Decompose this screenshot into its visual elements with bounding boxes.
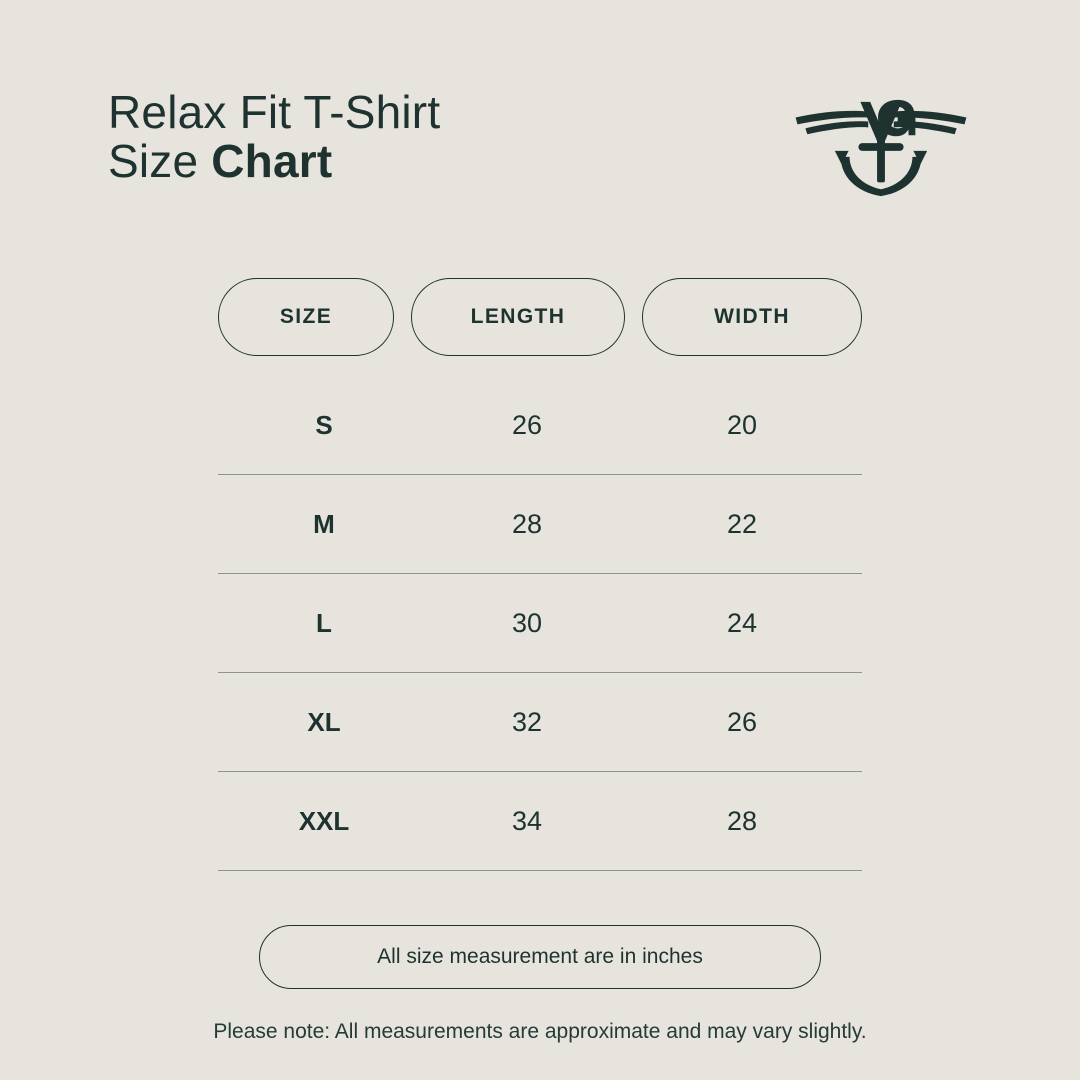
column-header-width: WIDTH	[642, 278, 862, 356]
cell-length: 28	[511, 508, 543, 539]
size-table	[218, 278, 862, 871]
cell-width: 26	[726, 706, 758, 737]
title-line-2-regular: Size	[108, 134, 212, 187]
cell-size: L	[316, 607, 332, 638]
cell-length: 34	[511, 805, 543, 836]
column-header-length: LENGTH	[411, 278, 625, 356]
cell-width: 20	[726, 409, 758, 440]
cell-size: XL	[307, 706, 341, 737]
table-row	[218, 376, 862, 475]
cell-size: S	[315, 409, 333, 440]
table-row	[218, 475, 862, 574]
table-body	[218, 376, 862, 871]
table-row	[218, 772, 862, 871]
winged-anchor-monogram-logo	[790, 92, 972, 202]
title-line-2-bold: Chart	[211, 134, 333, 187]
title-line-2	[108, 134, 440, 187]
cell-size: M	[313, 508, 335, 539]
cell-length: 26	[511, 409, 543, 440]
table-header-row	[218, 278, 862, 356]
table-row	[218, 673, 862, 772]
cell-width: 28	[726, 805, 758, 836]
cell-length: 32	[511, 706, 543, 737]
title-line-1: Relax Fit T-Shirt	[108, 86, 441, 138]
page-title	[108, 88, 440, 186]
cell-width: 22	[726, 508, 758, 539]
cell-length: 30	[511, 607, 543, 638]
column-header-size: SIZE	[218, 278, 394, 356]
cell-size: XXL	[298, 805, 350, 836]
header	[108, 88, 972, 202]
measurement-units-note: All size measurement are in inches	[259, 925, 821, 989]
cell-width: 24	[726, 607, 758, 638]
disclaimer-text: Please note: All measurements are approximate and may vary slightly.	[213, 1020, 867, 1043]
table-row	[218, 574, 862, 673]
